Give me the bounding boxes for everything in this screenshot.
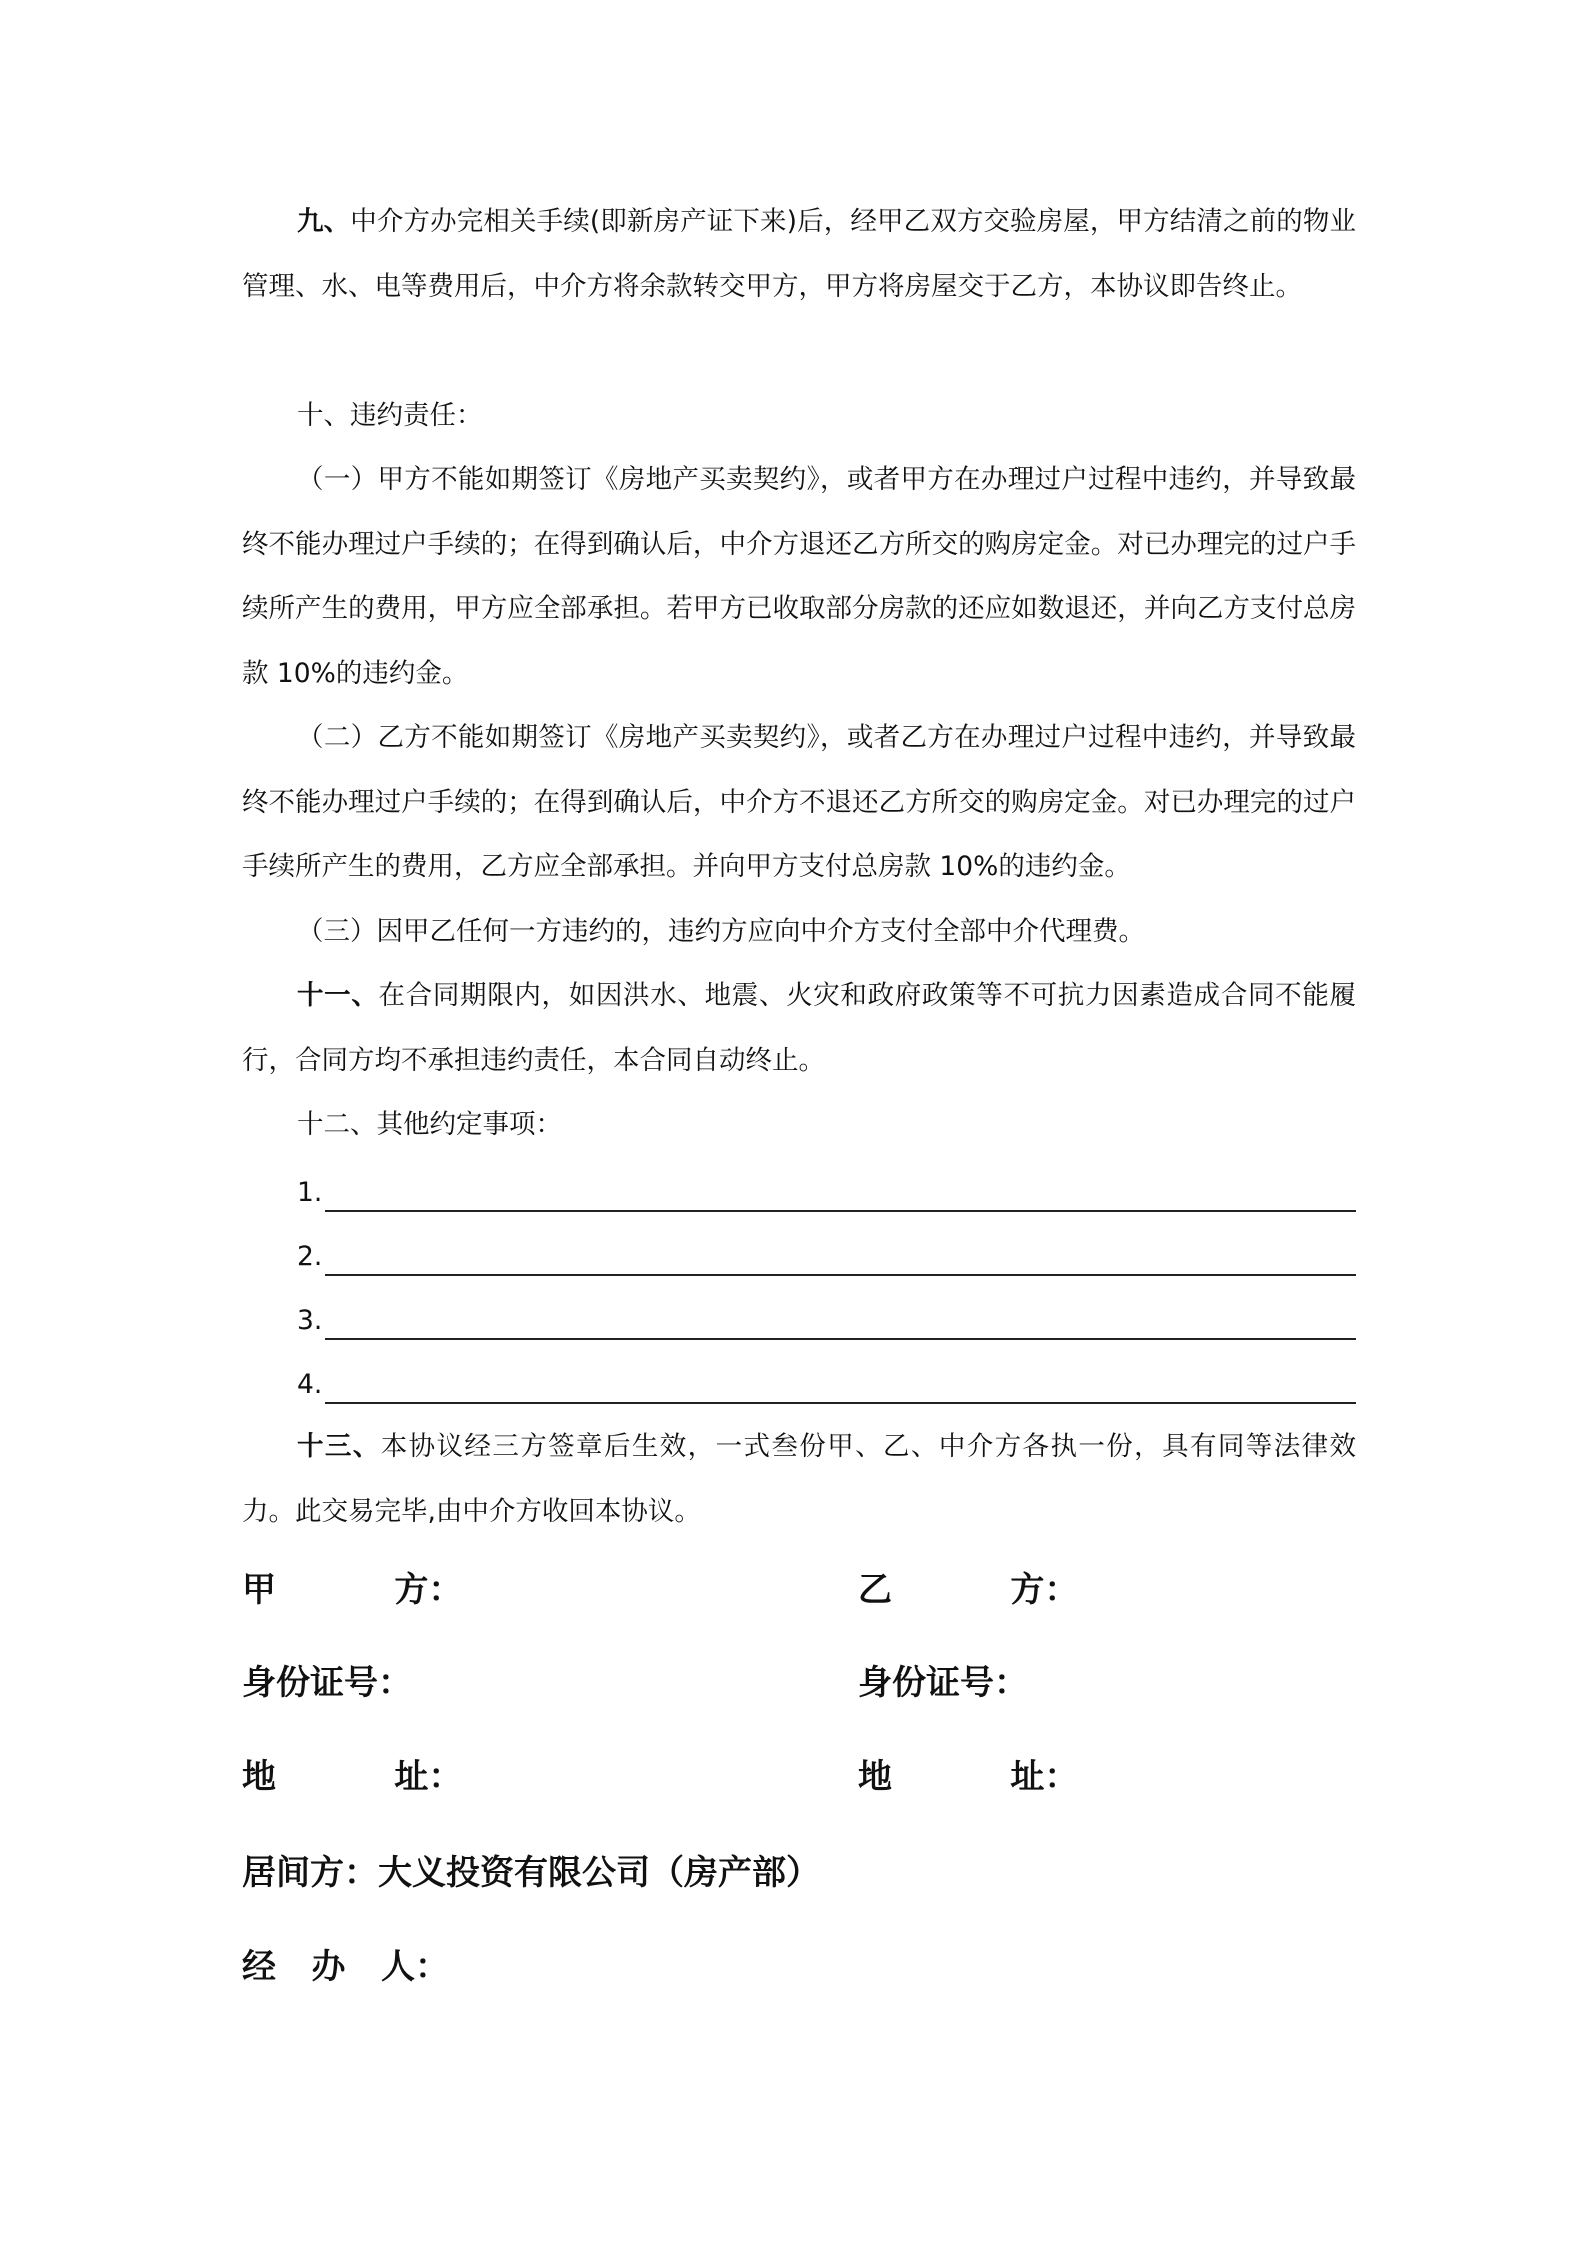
fill-in-underline	[325, 1338, 1356, 1340]
clause-ten-item-3: （三）因甲乙任何一方违约的，违约方应向中介方支付全部中介代理费。	[297, 916, 1145, 947]
address-b-label: 地 址：	[858, 1757, 1079, 1797]
fill-in-underline	[325, 1210, 1356, 1212]
blank-line-2	[297, 1236, 1356, 1276]
clause-nine	[242, 190, 1356, 319]
fill-in-underline	[325, 1402, 1356, 1404]
blank-line-number: 3.	[297, 1305, 323, 1336]
fill-in-underline	[325, 1274, 1356, 1276]
blank-line-number: 2.	[297, 1241, 323, 1272]
id-number-b-label: 身份证号：	[858, 1663, 1028, 1703]
blank-line-3	[297, 1300, 1356, 1340]
clause-nine-text: 中介方办完相关手续(即新房产证下来)后，经甲乙双方交验房屋，甲方结清之前的物业管理、水、电等费用后，中介方将余款转交甲方，甲方将房屋交于乙方，本协议即告终止。	[242, 206, 1356, 302]
clause-ten-heading: 十、违约责任：	[297, 400, 483, 431]
id-number-a-label: 身份证号：	[242, 1663, 412, 1703]
clause-eleven	[242, 964, 1356, 1093]
blank-line-number: 4.	[297, 1369, 323, 1400]
clause-nine-number: 九、	[297, 206, 351, 237]
clause-thirteen	[242, 1415, 1356, 1544]
address-a-label: 地 址：	[242, 1757, 463, 1797]
clause-eleven-number: 十一、	[297, 980, 379, 1011]
intermediary-label: 居间方：大义投资有限公司（房产部）	[242, 1853, 820, 1893]
clause-thirteen-number: 十三、	[297, 1431, 381, 1462]
blank-line-4	[297, 1364, 1356, 1404]
party-a-label: 甲 方：	[242, 1570, 463, 1610]
clause-ten-item-2: （二）乙方不能如期签订《房地产买卖契约》，或者乙方在办理过户过程中违约，并导致最终不能办理过户手续的；在得到确认后，中介方不退还乙方所交的购房定金。对已办理完的过户手续所产生的费用，乙方应全部承担。并向甲方支付总房款 10%的违约金。	[242, 722, 1356, 882]
clause-twelve-heading: 十二、其他约定事项：	[297, 1109, 562, 1140]
blank-line-number: 1.	[297, 1177, 323, 1208]
blank-line-1	[297, 1172, 1356, 1212]
agent-label: 经 办 人：	[242, 1947, 450, 1987]
clause-thirteen-text: 本协议经三方签章后生效，一式叁份甲、乙、中介方各执一份，具有同等法律效力。此交易完毕,由中介方收回本协议。	[242, 1431, 1357, 1527]
clause-ten-item-1: （一）甲方不能如期签订《房地产买卖契约》，或者甲方在办理过户过程中违约，并导致最终不能办理过户手续的；在得到确认后，中介方退还乙方所交的购房定金。对已办理完的过户手续所产生的费用，甲方应全部承担。若甲方已收取部分房款的还应如数退还，并向乙方支付总房款 10%的违约金。	[242, 464, 1356, 689]
party-b-label: 乙 方：	[858, 1570, 1079, 1610]
clause-eleven-text: 在合同期限内，如因洪水、地震、火灾和政府政策等不可抗力因素造成合同不能履行，合同方均不承担违约责任，本合同自动终止。	[242, 980, 1357, 1076]
